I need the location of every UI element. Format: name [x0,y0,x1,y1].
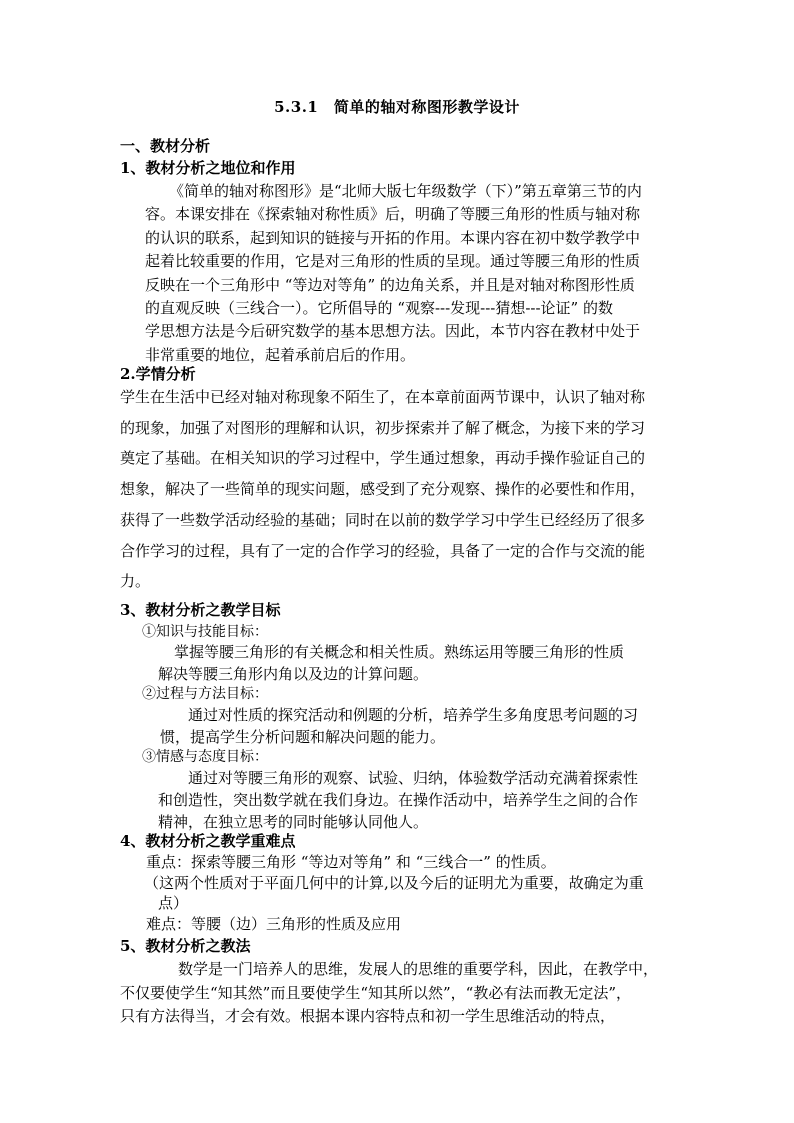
key-point-note-end: 点） [158,894,189,912]
section-heading-teaching-goals: 3、教材分析之教学目标 [120,601,281,619]
paragraph-status-role [145,180,685,367]
text-line: 学生在生活中已经对轴对称现象不陌生了，在本章前面两节课中，认识了轴对称 [120,388,646,406]
text-line: 精神，在独立思考的同时能够认同他人。 [158,813,429,831]
text-line: 通过对等腰三角形的观察、试验、归纳，体验数学活动充满着探索性 [188,769,639,787]
text-line: 的现象，加强了对图形的理解和认识，初步探索并了解了概念，为接下来的学习 [120,418,646,437]
section-heading-teaching-method: 5、教材分析之教法 [120,937,251,955]
text-line: 和创造性，突出数学就在我们身边。在操作活动中，培养学生之间的合作 [158,791,639,809]
goal-emotion-label: ③情感与态度目标： [142,749,268,765]
text-line: 合作学习的过程，具有了一定的合作学习的经验，具备了一定的合作与交流的能 [120,541,646,560]
goal-process-label: ②过程与方法目标： [142,686,268,702]
text-line: 想象，解决了一些简单的现实问题，感受到了充分观察、操作的必要性和作用， [120,480,646,499]
text-line: 奠定了基础。在相关知识的学习过程中，学生通过想象，再动手操作验证自己的 [120,449,646,468]
text-line: 只有方法得当，才会有效。根据本课内容特点和初一学生思维活动的特点， [120,1007,616,1025]
document-title: 5.3.1 简单的轴对称图形教学设计 [274,98,520,116]
text-line: 获得了一些数学活动经验的基础；同时在以前的数学学习中学生已经经历了很多 [120,510,646,529]
text-line: 起着比较重要的作用，它是对三角形的性质的呈现。通过等腰三角形的性质 [145,252,641,271]
text-line: 不仅要使学生“知其然”而且要使学生“知其所以然”，“教必有法而教无定法”， [120,983,632,1002]
text-line: 的直观反映（三线合一）。它所倡导的 “观察---发现---猜想---论证” 的数 [145,299,613,318]
goal-knowledge-text [158,641,624,685]
text-line: 的认识的联系，起到知识的链接与开拓的作用。本课内容在初中数学教学中 [145,228,641,247]
text-line: 数学是一门培养人的思维，发展人的思维的重要学科，因此，在教学中， [178,960,659,978]
goal-knowledge-label: ①知识与技能目标： [142,624,268,640]
key-point-note: （这两个性质对于平面几何中的计算,以及今后的证明尤为重要，故确定为重 [144,874,644,892]
text-line: 非常重要的地位，起着承前启后的作用。 [145,345,416,364]
key-point-text: 重点：探索等腰三角形 “等边对等角” 和 “三线合一” 的性质。 [146,853,556,871]
text-line: 通过对性质的探究活动和例题的分析，培养学生多角度思考问题的习 [188,706,639,724]
paragraph-teaching-method [120,958,680,1029]
section-heading-status-role: 1、教材分析之地位和作用 [120,159,296,177]
difficult-point-text: 难点：等腰（边）三角形的性质及应用 [146,915,402,933]
text-line: 学思想方法是今后研究数学的基本思想方法。因此，本节内容在教材中处于 [145,322,641,341]
text-line: 反映在一个三角形中 “等边对等角” 的边角关系，并且是对轴对称图形性质 [145,275,635,294]
text-line: 《简单的轴对称图形》是“北师大版七年级数学（下）”第五章第三节的内 [169,182,642,200]
text-line: 惯，提高学生分析问题和解决问题的能力。 [160,728,446,746]
section-heading-key-difficult-points: 4、教材分析之教学重难点 [120,832,296,850]
text-line: 容。本课安排在《探索轴对称性质》后，明确了等腰三角形的性质与轴对称 [145,205,641,224]
text-line: 掌握等腰三角形的有关概念和相关性质。熟练运用等腰三角形的性质 [174,643,625,661]
text-line: 解决等腰三角形内角以及边的计算问题。 [158,665,429,683]
goal-process-text [160,704,638,748]
section-heading-student-analysis: 2.学情分析 [120,365,196,383]
goal-emotion-text [158,767,638,833]
section-heading-teaching-material: 一、教材分析 [120,137,211,155]
paragraph-student-analysis [120,382,680,597]
text-line: 力。 [120,572,151,591]
